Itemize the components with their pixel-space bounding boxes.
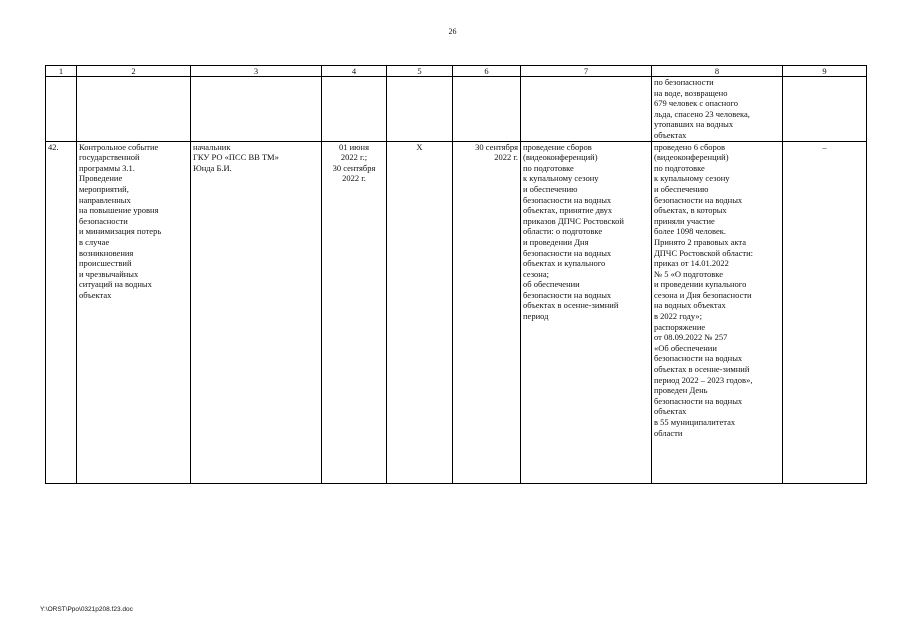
cell-line: об обеспечении bbox=[523, 279, 580, 290]
cell-line: государственной bbox=[79, 152, 140, 163]
column-header: 7 bbox=[521, 66, 652, 77]
table-cell bbox=[652, 77, 783, 142]
cell-line: объектах в осенне-зимний bbox=[654, 364, 750, 375]
column-header: 8 bbox=[652, 66, 783, 77]
cell-line: на воде, возвращено bbox=[654, 87, 728, 98]
table-cell bbox=[783, 77, 867, 142]
cell-line: и обеспечению bbox=[523, 183, 578, 194]
cell-line: на повышение уровня bbox=[79, 205, 159, 216]
cell-line: на водных объектах bbox=[654, 300, 726, 311]
cell-line: по безопасности bbox=[654, 77, 714, 87]
cell-line: (видеоконференций) bbox=[523, 152, 598, 163]
cell-line: безопасности на водных bbox=[654, 395, 743, 406]
cell-line: приказ от 14.01.2022 bbox=[654, 258, 729, 269]
cell-line: приняли участие bbox=[654, 215, 715, 226]
column-header: 1 bbox=[46, 66, 77, 77]
planned-date bbox=[322, 141, 387, 483]
cell-line: Принято 2 правовых акта bbox=[654, 236, 747, 247]
cell-line: мероприятий, bbox=[79, 183, 129, 194]
cell-line: Контрольное событие bbox=[79, 141, 159, 152]
cell-line: и проведении купального bbox=[654, 279, 747, 290]
cell-line: 679 человек с опасного bbox=[654, 98, 738, 109]
cell-line: и чрезвычайных bbox=[79, 268, 139, 279]
cell-line: (видеоконференций) bbox=[654, 152, 729, 163]
column-header: 3 bbox=[191, 66, 322, 77]
cell-line: 2022 г. bbox=[494, 152, 518, 163]
cell-line: льда, спасено 23 человека, bbox=[654, 108, 750, 119]
deviation-reason: – bbox=[783, 141, 867, 483]
cell-line: от 08.09.2022 № 257 bbox=[654, 332, 728, 343]
cell-line: утопавших на водных bbox=[654, 119, 734, 130]
planned-result bbox=[521, 141, 652, 483]
cell-line: более 1098 человек. bbox=[654, 226, 727, 237]
cell-line: 01 июня bbox=[339, 141, 369, 152]
cell-line: в 55 муниципалитетах bbox=[654, 417, 736, 427]
header-row bbox=[46, 66, 867, 77]
cell-line: сезона; bbox=[523, 268, 549, 279]
cell-line: по подготовке bbox=[654, 162, 705, 173]
column-header: 6 bbox=[453, 66, 521, 77]
cell-line: направленных bbox=[79, 194, 131, 205]
column-header: 2 bbox=[77, 66, 191, 77]
cell-line: проведение сборов bbox=[523, 141, 592, 152]
cell-line: происшествий bbox=[79, 258, 132, 269]
cell-line: безопасности на водных bbox=[523, 289, 612, 300]
cell-line: безопасности на водных bbox=[523, 194, 612, 205]
cell-line: и минимизация потерь bbox=[79, 226, 162, 237]
cell-line: объектах в осенне-зимний bbox=[523, 300, 619, 311]
cell-line: ГКУ РО «ПСС ВВ ТМ» bbox=[193, 152, 279, 163]
cell-line: области bbox=[654, 427, 683, 438]
cell-line: в случае bbox=[79, 236, 110, 247]
cell-line: ДПЧС Ростовской области: bbox=[654, 247, 753, 258]
cell-line: объектах bbox=[654, 406, 687, 417]
cell-line: программы 3.1. bbox=[79, 162, 135, 173]
cell-line: и проведении Дня bbox=[523, 236, 589, 247]
cell-line: и обеспечению bbox=[654, 183, 709, 194]
cell-line: 2022 г.; bbox=[340, 152, 368, 163]
cell-line: «Об обеспечении bbox=[654, 342, 717, 353]
cell-line: период 2022 – 2023 годов», bbox=[654, 374, 753, 385]
cell-line: № 5 «О подготовке bbox=[654, 268, 723, 279]
actual-date bbox=[453, 141, 521, 483]
cell-line: безопасности на водных bbox=[654, 194, 743, 205]
table-cell bbox=[387, 77, 453, 142]
cell-line: объектах, в которых bbox=[654, 205, 727, 216]
cell-line: объектах bbox=[654, 129, 687, 140]
cell-line: ситуаций на водных bbox=[79, 279, 152, 290]
cell-line: сезона и Дня безопасности bbox=[654, 289, 752, 300]
cell-line: проведен День bbox=[654, 385, 708, 396]
cell-line: в 2022 году»; bbox=[654, 311, 702, 322]
column-header: 5 bbox=[387, 66, 453, 77]
table-cell bbox=[46, 77, 77, 142]
table-row bbox=[46, 77, 867, 142]
actual-result bbox=[652, 141, 783, 483]
planned-value: Х bbox=[387, 141, 453, 483]
cell-line: 30 сентября bbox=[475, 141, 518, 152]
cell-line: по подготовке bbox=[523, 162, 574, 173]
file-path-footer: Y:\ORST\Ppo\0321p208.f23.doc bbox=[40, 606, 133, 613]
cell-line: объектах, принятие двух bbox=[523, 205, 613, 216]
cell-line: безопасности на водных bbox=[654, 353, 743, 364]
table-cell bbox=[191, 77, 322, 142]
table-cell bbox=[521, 77, 652, 142]
event-description bbox=[77, 141, 191, 483]
cell-line: объектах и купального bbox=[523, 258, 606, 269]
cell-line: безопасности на водных bbox=[523, 247, 612, 258]
table-cell bbox=[322, 77, 387, 142]
responsible-person bbox=[191, 141, 322, 483]
cell-line: 2022 г. bbox=[342, 173, 366, 184]
cell-line: период bbox=[523, 311, 549, 322]
report-table bbox=[45, 65, 867, 484]
cell-line: Юнда Б.И. bbox=[193, 162, 232, 173]
cell-line: к купальному сезону bbox=[654, 173, 730, 184]
cell-line: возникновения bbox=[79, 247, 134, 258]
cell-line: распоряжение bbox=[654, 321, 706, 332]
row-number: 42. bbox=[46, 141, 77, 483]
table-cell bbox=[77, 77, 191, 142]
cell-line: безопасности bbox=[79, 215, 128, 226]
cell-line: Проведение bbox=[79, 173, 123, 184]
column-header: 9 bbox=[783, 66, 867, 77]
table-cell bbox=[453, 77, 521, 142]
cell-line: приказов ДПЧС Ростовской bbox=[523, 215, 624, 226]
cell-line: начальник bbox=[193, 141, 231, 152]
cell-line: 30 сентября bbox=[332, 162, 376, 173]
column-header: 4 bbox=[322, 66, 387, 77]
cell-line: объектах bbox=[79, 289, 112, 300]
page-number: 26 bbox=[448, 27, 457, 36]
table-row bbox=[46, 141, 867, 483]
cell-line: к купальному сезону bbox=[523, 173, 599, 184]
cell-line: области: о подготовке bbox=[523, 226, 603, 237]
cell-line: проведено 6 сборов bbox=[654, 141, 726, 152]
